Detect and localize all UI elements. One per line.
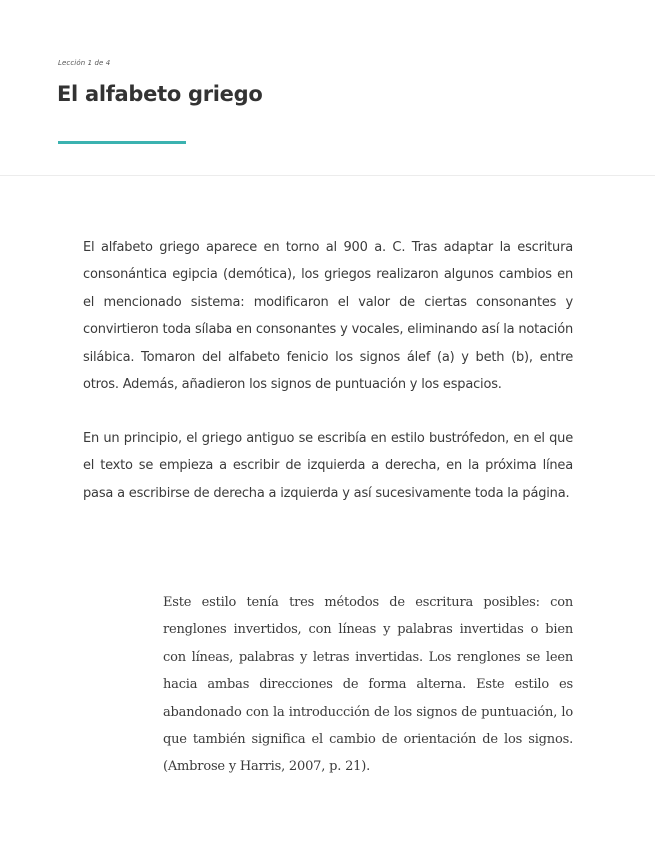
lesson-title: El alfabeto griego <box>57 82 263 106</box>
paragraph: En un principio, el griego antiguo se escribía en estilo bustrófedon, en el que el texto se empieza a escribir de izquierda a derecha, en la próxima línea pasa a escribirse de derecha a izquierda y así sucesivamente toda la página. <box>83 431 573 501</box>
title-underline <box>58 141 186 144</box>
block-quote: Este estilo tenía tres métodos de escritura posibles: con renglones invertidos, con líneas y palabras invertidas o bien con líneas, palabras y letras invertidas. Los renglones se leen hacia ambas direcciones de forma alterna. Este estilo es abandonado con la introducción de los signos de puntuación, lo que también significa el cambio de orientación de los signos. (Ambrose y Harris, 2007, p. 21). <box>163 595 573 775</box>
lesson-header <box>0 0 655 176</box>
paragraph: El alfabeto griego aparece en torno al 900 a. C. Tras adaptar la escritura consonántica egipcia (demótica), los griegos realizaron algunos cambios en el mencionado sistema: modificaron el valor de ciertas consonantes y convirtieron toda sílaba en consonantes y vocales, eliminando así la notación silábica. Tomaron del alfabeto fenicio los signos álef (a) y beth (b), entre otros. Además, añadieron los signos de puntuación y los espacios. <box>83 240 573 393</box>
lesson-counter: Lección 1 de 4 <box>58 59 111 67</box>
